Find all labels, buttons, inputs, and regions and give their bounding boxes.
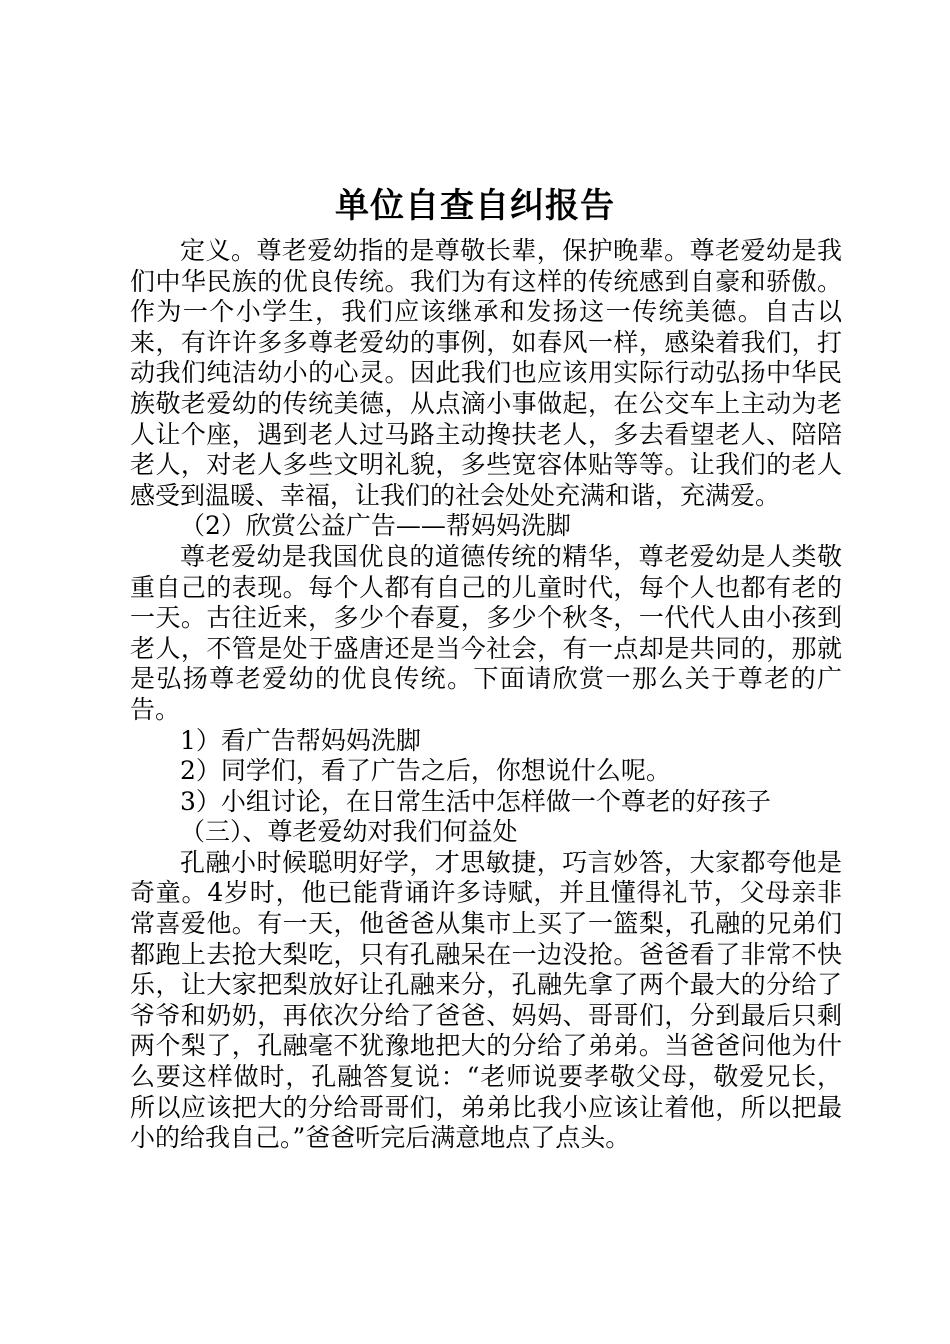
document-body xyxy=(130,236,842,1154)
paragraph-definition: 定义。尊老爱幼指的是尊敬长辈，保护晚辈。尊老爱幼是我们中华民族的优良传统。我们为有这样的传统感到自豪和骄傲。作为一个小学生，我们应该继承和发扬这一传统美德。自古以来，有许许多多尊老爱幼的事例，如春风一样，感染着我们，打动我们纯洁幼小的心灵。因此我们也应该用实际行动弘扬中华民族敬老爱幼的传统美德，从点滴小事做起，在公交车上主动为老人让个座，遇到老人过马路主动搀扶老人，多去看望老人、陪陪老人，对老人多些文明礼貌，多些宽容体贴等等。让我们的老人感受到温暖、幸福，让我们的社会处处充满和谐，充满爱。 xyxy=(130,236,842,510)
document-title: 单位自查自纠报告 xyxy=(335,186,615,226)
list-item-discussion-question: 2）同学们，看了广告之后，你想说什么呢。 xyxy=(180,756,671,786)
section-heading-benefits: （三）、尊老爱幼对我们何益处 xyxy=(180,817,518,847)
section-heading-ad: （2）欣赏公益广告——帮妈妈洗脚 xyxy=(180,511,571,541)
list-item-group-discussion: 3）小组讨论，在日常生活中怎样做一个尊老的好孩子 xyxy=(180,786,771,816)
list-item-watch-ad: 1）看广告帮妈妈洗脚 xyxy=(180,725,421,755)
paragraph-tradition: 尊老爱幼是我国优良的道德传统的精华，尊老爱幼是人类敬重自己的表现。每个人都有自己的儿童时代，每个人也都有老的一天。古往近来，多少个春夏，多少个秋冬，一代代人由小孩到老人，不管是处于盛唐还是当今社会，有一点却是共同的，那就是弘扬尊老爱幼的优良传统。下面请欣赏一那么关于尊老的广告。 xyxy=(130,541,842,724)
paragraph-kong-rong-story: 孔融小时候聪明好学，才思敏捷，巧言妙答，大家都夸他是奇童。4岁时，他已能背诵许多诗赋，并且懂得礼节，父母亲非常喜爱他。有一天，他爸爸从集市上买了一篮梨，孔融的兄弟们都跑上去抢大梨吃，只有孔融呆在一边没抢。爸爸看了非常不快乐，让大家把梨放好让孔融来分，孔融先拿了两个最大的分给了爷爷和奶奶，再依次分给了爸爸、妈妈、哥哥们，分到最后只剩两个梨了，孔融毫不犹豫地把大的分给了弟弟。当爸爸问他为什么要这样做时，孔融答复说：“老师说要孝敬父母，敬爱兄长，所以应该把大的分给哥哥们，弟弟比我小应该让着他，所以把最小的给我自己。”爸爸听完后满意地点了点头。 xyxy=(130,847,842,1153)
